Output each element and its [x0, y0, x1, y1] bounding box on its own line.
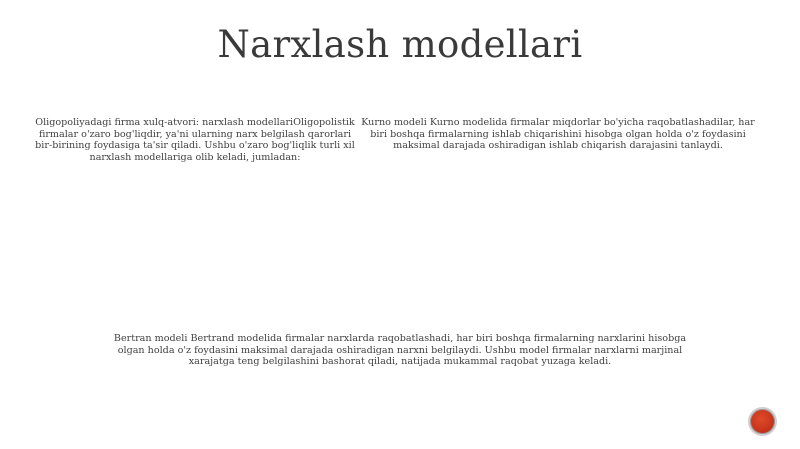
slide-title: Narxlash modellari — [217, 23, 583, 66]
circle-button-icon[interactable] — [748, 407, 777, 436]
bertrand-model-text-block: Bertran modeli Bertrand modelida firmalar narxlarda raqobatlashadi, har biri boshqa firmalarning narxlarini hisobga olgan holda o'z foydasini maksimal darajada oshiradigan narxni belgilaydi. Ushbu model firmalar narxlarni marjinal xarajatga teng belgilashini bashorat qiladi, natijada mukammal raqobat yuzaga keladi. — [113, 333, 687, 368]
cournot-model-text-block: Kurno modeli Kurno modelida firmalar miqdorlar bo'yicha raqobatlashadilar, har biri boshqa firmalarning ishlab chiqarishini hisobga olgan holda o'z foydasini maksimal darajada oshiradigan ishlab chiqarish darajasini tanlaydi. — [361, 117, 755, 152]
intro-text-block: Oligopoliyadagi firma xulq-atvori: narxlash modellariOligopolistik firmalar o'zaro bog'liqdir, ya'ni ularning narx belgilash qarorlari bir-birining foydasiga ta'sir qiladi. Ushbu o'zaro bog'liqlik turli xil narxlash modellariga olib keladi, jumladan: — [35, 117, 355, 163]
